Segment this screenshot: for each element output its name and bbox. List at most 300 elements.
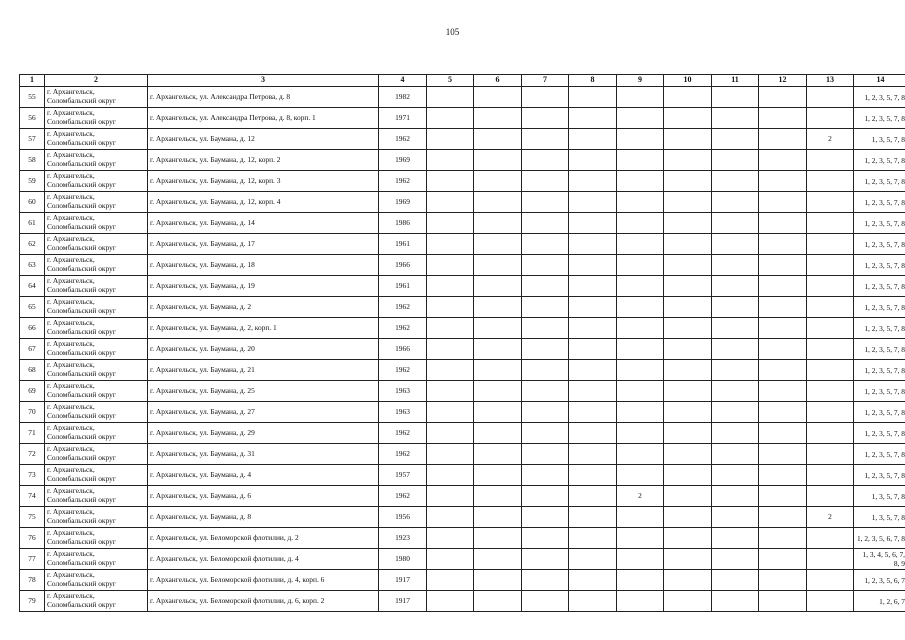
col-13-cell (807, 213, 854, 234)
row-number: 78 (20, 570, 45, 591)
col-9-cell (617, 171, 664, 192)
col-14-cell: 1, 2, 3, 5, 7, 8 (854, 402, 905, 423)
empty-cell (427, 591, 474, 612)
column-header-14: 14 (854, 75, 905, 87)
district-cell: г. Архангельск, Соломбальский округ (45, 423, 148, 444)
col-14-cell: 1, 2, 3, 5, 6, 7 (854, 570, 905, 591)
empty-cell (522, 171, 569, 192)
col-9-cell (617, 360, 664, 381)
col-13-cell (807, 234, 854, 255)
column-header-9: 9 (617, 75, 664, 87)
col-13-cell (807, 465, 854, 486)
col-9-cell (617, 444, 664, 465)
empty-cell (569, 549, 617, 570)
table-row (20, 318, 905, 339)
column-header-6: 6 (474, 75, 522, 87)
empty-cell (712, 486, 759, 507)
empty-cell (664, 171, 712, 192)
col-9-cell (617, 150, 664, 171)
empty-cell (712, 129, 759, 150)
empty-cell (569, 570, 617, 591)
empty-cell (427, 381, 474, 402)
address-cell: г. Архангельск, ул. Баумана, д. 21 (148, 360, 379, 381)
table-row (20, 87, 905, 108)
empty-cell (664, 339, 712, 360)
empty-cell (522, 486, 569, 507)
table-row (20, 528, 905, 549)
address-cell: г. Архангельск, ул. Баумана, д. 6 (148, 486, 379, 507)
col-9-cell (617, 87, 664, 108)
row-number: 61 (20, 213, 45, 234)
empty-cell (759, 465, 807, 486)
address-cell: г. Архангельск, ул. Баумана, д. 31 (148, 444, 379, 465)
empty-cell (759, 318, 807, 339)
row-number: 77 (20, 549, 45, 570)
col-14-cell: 1, 2, 3, 5, 7, 8 (854, 444, 905, 465)
year-cell: 1962 (379, 129, 427, 150)
col-14-cell: 1, 2, 3, 5, 7, 8 (854, 213, 905, 234)
column-header-11: 11 (712, 75, 759, 87)
district-cell: г. Архангельск, Соломбальский округ (45, 549, 148, 570)
address-cell: г. Архангельск, ул. Баумана, д. 8 (148, 507, 379, 528)
table-row (20, 276, 905, 297)
table-row (20, 339, 905, 360)
empty-cell (522, 297, 569, 318)
houses-table (19, 74, 905, 612)
empty-cell (759, 381, 807, 402)
address-cell: г. Архангельск, ул. Баумана, д. 25 (148, 381, 379, 402)
empty-cell (569, 87, 617, 108)
empty-cell (427, 486, 474, 507)
column-header-4: 4 (379, 75, 427, 87)
empty-cell (427, 570, 474, 591)
year-cell: 1962 (379, 171, 427, 192)
year-cell: 1956 (379, 507, 427, 528)
col-13-cell (807, 318, 854, 339)
empty-cell (427, 402, 474, 423)
row-number: 64 (20, 276, 45, 297)
district-cell: г. Архангельск, Соломбальский округ (45, 87, 148, 108)
empty-cell (759, 507, 807, 528)
empty-cell (474, 339, 522, 360)
empty-cell (522, 591, 569, 612)
col-14-cell: 1, 3, 5, 7, 8 (854, 507, 905, 528)
empty-cell (664, 549, 712, 570)
col-13-cell (807, 486, 854, 507)
empty-cell (664, 360, 712, 381)
empty-cell (664, 255, 712, 276)
empty-cell (522, 381, 569, 402)
table-row (20, 402, 905, 423)
year-cell: 1917 (379, 570, 427, 591)
year-cell: 1917 (379, 591, 427, 612)
year-cell: 1957 (379, 465, 427, 486)
empty-cell (569, 171, 617, 192)
col-14-cell: 1, 2, 3, 5, 7, 8 (854, 234, 905, 255)
column-header-1: 1 (20, 75, 45, 87)
empty-cell (569, 423, 617, 444)
empty-cell (712, 297, 759, 318)
empty-cell (474, 507, 522, 528)
empty-cell (712, 381, 759, 402)
empty-cell (712, 318, 759, 339)
district-cell: г. Архангельск, Соломбальский округ (45, 276, 148, 297)
empty-cell (427, 129, 474, 150)
col-14-cell: 1, 2, 3, 5, 7, 8 (854, 255, 905, 276)
row-number: 75 (20, 507, 45, 528)
district-cell: г. Архангельск, Соломбальский округ (45, 150, 148, 171)
address-cell: г. Архангельск, ул. Баумана, д. 2 (148, 297, 379, 318)
table-row (20, 486, 905, 507)
col-13-cell (807, 171, 854, 192)
col-14-cell: 1, 2, 3, 5, 7, 8 (854, 360, 905, 381)
address-cell: г. Архангельск, ул. Баумана, д. 14 (148, 213, 379, 234)
row-number: 72 (20, 444, 45, 465)
year-cell: 1962 (379, 423, 427, 444)
col-9-cell (617, 381, 664, 402)
empty-cell (759, 87, 807, 108)
column-header-10: 10 (664, 75, 712, 87)
col-9-cell (617, 318, 664, 339)
table-row (20, 213, 905, 234)
empty-cell (474, 171, 522, 192)
district-cell: г. Архангельск, Соломбальский округ (45, 234, 148, 255)
empty-cell (522, 360, 569, 381)
row-number: 56 (20, 108, 45, 129)
col-14-cell: 1, 2, 3, 5, 7, 8 (854, 192, 905, 213)
empty-cell (664, 465, 712, 486)
table-row (20, 549, 905, 570)
row-number: 79 (20, 591, 45, 612)
empty-cell (712, 570, 759, 591)
empty-cell (474, 108, 522, 129)
empty-cell (474, 297, 522, 318)
empty-cell (664, 108, 712, 129)
column-header-12: 12 (759, 75, 807, 87)
empty-cell (427, 444, 474, 465)
empty-cell (522, 465, 569, 486)
col-9-cell (617, 339, 664, 360)
empty-cell (427, 150, 474, 171)
empty-cell (522, 276, 569, 297)
row-number: 60 (20, 192, 45, 213)
empty-cell (474, 402, 522, 423)
col-9-cell (617, 192, 664, 213)
col-13-cell (807, 423, 854, 444)
empty-cell (569, 108, 617, 129)
district-cell: г. Архангельск, Соломбальский округ (45, 171, 148, 192)
col-14-cell: 1, 3, 5, 7, 8 (854, 129, 905, 150)
year-cell: 1961 (379, 234, 427, 255)
col-14-cell: 1, 2, 3, 5, 7, 8 (854, 297, 905, 318)
year-cell: 1962 (379, 444, 427, 465)
empty-cell (664, 528, 712, 549)
empty-cell (474, 465, 522, 486)
col-13-cell (807, 402, 854, 423)
empty-cell (759, 423, 807, 444)
col-9-cell (617, 465, 664, 486)
row-number: 55 (20, 87, 45, 108)
col-13-cell (807, 87, 854, 108)
col-13-cell (807, 591, 854, 612)
col-13-cell (807, 150, 854, 171)
address-cell: г. Архангельск, ул. Беломорской флотилии, д. 4, корп. 6 (148, 570, 379, 591)
address-cell: г. Архангельск, ул. Баумана, д. 20 (148, 339, 379, 360)
empty-cell (569, 129, 617, 150)
row-number: 67 (20, 339, 45, 360)
district-cell: г. Архангельск, Соломбальский округ (45, 591, 148, 612)
empty-cell (427, 108, 474, 129)
empty-cell (569, 402, 617, 423)
column-header-7: 7 (522, 75, 569, 87)
district-cell: г. Архангельск, Соломбальский округ (45, 108, 148, 129)
empty-cell (712, 234, 759, 255)
table-row (20, 507, 905, 528)
col-9-cell (617, 591, 664, 612)
district-cell: г. Архангельск, Соломбальский округ (45, 528, 148, 549)
row-number: 70 (20, 402, 45, 423)
table-row (20, 570, 905, 591)
year-cell: 1982 (379, 87, 427, 108)
empty-cell (759, 255, 807, 276)
empty-cell (569, 192, 617, 213)
empty-cell (522, 528, 569, 549)
col-9-cell (617, 402, 664, 423)
col-14-cell: 1, 2, 3, 5, 7, 8 (854, 423, 905, 444)
col-13-cell (807, 192, 854, 213)
empty-cell (569, 150, 617, 171)
col-14-cell: 1, 2, 3, 5, 7, 8 (854, 381, 905, 402)
empty-cell (664, 234, 712, 255)
empty-cell (427, 423, 474, 444)
empty-cell (427, 87, 474, 108)
empty-cell (759, 150, 807, 171)
empty-cell (664, 570, 712, 591)
district-cell: г. Архангельск, Соломбальский округ (45, 360, 148, 381)
empty-cell (522, 423, 569, 444)
table-row (20, 108, 905, 129)
district-cell: г. Архангельск, Соломбальский округ (45, 297, 148, 318)
year-cell: 1962 (379, 486, 427, 507)
col-9-cell: 2 (617, 486, 664, 507)
empty-cell (569, 507, 617, 528)
row-number: 65 (20, 297, 45, 318)
address-cell: г. Архангельск, ул. Баумана, д. 27 (148, 402, 379, 423)
column-header-5: 5 (427, 75, 474, 87)
table-row (20, 129, 905, 150)
empty-cell (712, 276, 759, 297)
year-cell: 1966 (379, 339, 427, 360)
empty-cell (522, 129, 569, 150)
empty-cell (474, 591, 522, 612)
year-cell: 1962 (379, 297, 427, 318)
col-9-cell (617, 297, 664, 318)
empty-cell (759, 570, 807, 591)
col-13-cell (807, 255, 854, 276)
col-14-cell: 1, 2, 3, 5, 7, 8 (854, 150, 905, 171)
empty-cell (664, 486, 712, 507)
empty-cell (427, 465, 474, 486)
year-cell: 1963 (379, 381, 427, 402)
district-cell: г. Архангельск, Соломбальский округ (45, 402, 148, 423)
empty-cell (474, 549, 522, 570)
table-row (20, 360, 905, 381)
year-cell: 1971 (379, 108, 427, 129)
col-9-cell (617, 255, 664, 276)
table-row (20, 444, 905, 465)
empty-cell (712, 360, 759, 381)
empty-cell (474, 276, 522, 297)
empty-cell (664, 150, 712, 171)
year-cell: 1961 (379, 276, 427, 297)
address-cell: г. Архангельск, ул. Александра Петрова, д. 8 (148, 87, 379, 108)
empty-cell (427, 318, 474, 339)
col-9-cell (617, 549, 664, 570)
empty-cell (759, 192, 807, 213)
empty-cell (522, 444, 569, 465)
empty-cell (569, 297, 617, 318)
year-cell: 1969 (379, 150, 427, 171)
year-cell: 1923 (379, 528, 427, 549)
empty-cell (759, 591, 807, 612)
year-cell: 1986 (379, 213, 427, 234)
table-row (20, 255, 905, 276)
district-cell: г. Архангельск, Соломбальский округ (45, 465, 148, 486)
empty-cell (569, 465, 617, 486)
empty-cell (569, 591, 617, 612)
col-14-cell: 1, 2, 3, 5, 7, 8 (854, 465, 905, 486)
empty-cell (522, 87, 569, 108)
col-14-cell: 1, 2, 6, 7 (854, 591, 905, 612)
col-9-cell (617, 507, 664, 528)
column-header-8: 8 (569, 75, 617, 87)
table-row (20, 192, 905, 213)
address-cell: г. Архангельск, ул. Беломорской флотилии, д. 4 (148, 549, 379, 570)
empty-cell (522, 570, 569, 591)
empty-cell (759, 129, 807, 150)
empty-cell (712, 507, 759, 528)
empty-cell (712, 423, 759, 444)
col-13-cell (807, 339, 854, 360)
col-14-cell: 1, 2, 3, 5, 7, 8 (854, 276, 905, 297)
empty-cell (712, 213, 759, 234)
address-cell: г. Архангельск, ул. Баумана, д. 12, корп. 4 (148, 192, 379, 213)
table-row (20, 171, 905, 192)
district-cell: г. Архангельск, Соломбальский округ (45, 318, 148, 339)
empty-cell (664, 276, 712, 297)
empty-cell (664, 87, 712, 108)
empty-cell (522, 234, 569, 255)
empty-cell (474, 360, 522, 381)
empty-cell (474, 255, 522, 276)
row-number: 66 (20, 318, 45, 339)
empty-cell (759, 360, 807, 381)
address-cell: г. Архангельск, ул. Баумана, д. 12 (148, 129, 379, 150)
empty-cell (712, 549, 759, 570)
empty-cell (522, 549, 569, 570)
col-14-cell: 1, 2, 3, 5, 7, 8 (854, 171, 905, 192)
address-cell: г. Архангельск, ул. Баумана, д. 19 (148, 276, 379, 297)
empty-cell (474, 192, 522, 213)
row-number: 59 (20, 171, 45, 192)
empty-cell (427, 171, 474, 192)
empty-cell (664, 423, 712, 444)
empty-cell (569, 276, 617, 297)
empty-cell (664, 318, 712, 339)
empty-cell (664, 297, 712, 318)
col-14-cell: 1, 2, 3, 5, 7, 8 (854, 108, 905, 129)
empty-cell (522, 213, 569, 234)
district-cell: г. Архангельск, Соломбальский округ (45, 486, 148, 507)
empty-cell (569, 528, 617, 549)
col-14-cell: 1, 2, 3, 5, 7, 8 (854, 339, 905, 360)
empty-cell (712, 171, 759, 192)
empty-cell (569, 381, 617, 402)
empty-cell (522, 507, 569, 528)
address-cell: г. Архангельск, ул. Баумана, д. 4 (148, 465, 379, 486)
empty-cell (664, 507, 712, 528)
column-header-2: 2 (45, 75, 148, 87)
col-9-cell (617, 213, 664, 234)
col-14-cell: 1, 2, 3, 5, 6, 7, 8 (854, 528, 905, 549)
table-header-row (20, 75, 905, 87)
table-row (20, 591, 905, 612)
empty-cell (712, 339, 759, 360)
empty-cell (712, 402, 759, 423)
empty-cell (569, 339, 617, 360)
empty-cell (522, 339, 569, 360)
empty-cell (569, 486, 617, 507)
empty-cell (759, 213, 807, 234)
empty-cell (522, 318, 569, 339)
empty-cell (569, 318, 617, 339)
row-number: 69 (20, 381, 45, 402)
empty-cell (712, 444, 759, 465)
address-cell: г. Архангельск, ул. Баумана, д. 18 (148, 255, 379, 276)
empty-cell (712, 255, 759, 276)
empty-cell (522, 192, 569, 213)
row-number: 62 (20, 234, 45, 255)
empty-cell (474, 528, 522, 549)
empty-cell (427, 549, 474, 570)
empty-cell (427, 276, 474, 297)
empty-cell (474, 486, 522, 507)
empty-cell (664, 444, 712, 465)
column-header-13: 13 (807, 75, 854, 87)
empty-cell (427, 528, 474, 549)
year-cell: 1980 (379, 549, 427, 570)
empty-cell (759, 339, 807, 360)
empty-cell (712, 108, 759, 129)
empty-cell (759, 108, 807, 129)
empty-cell (427, 192, 474, 213)
col-9-cell (617, 528, 664, 549)
year-cell: 1969 (379, 192, 427, 213)
empty-cell (759, 171, 807, 192)
empty-cell (759, 402, 807, 423)
row-number: 71 (20, 423, 45, 444)
empty-cell (427, 234, 474, 255)
col-14-cell: 1, 3, 5, 7, 8 (854, 486, 905, 507)
col-13-cell (807, 360, 854, 381)
column-header-3: 3 (148, 75, 379, 87)
col-14-cell: 1, 3, 4, 5, 6, 7, 8, 9 (854, 549, 905, 570)
empty-cell (474, 423, 522, 444)
empty-cell (569, 444, 617, 465)
col-13-cell (807, 444, 854, 465)
empty-cell (759, 549, 807, 570)
empty-cell (522, 150, 569, 171)
